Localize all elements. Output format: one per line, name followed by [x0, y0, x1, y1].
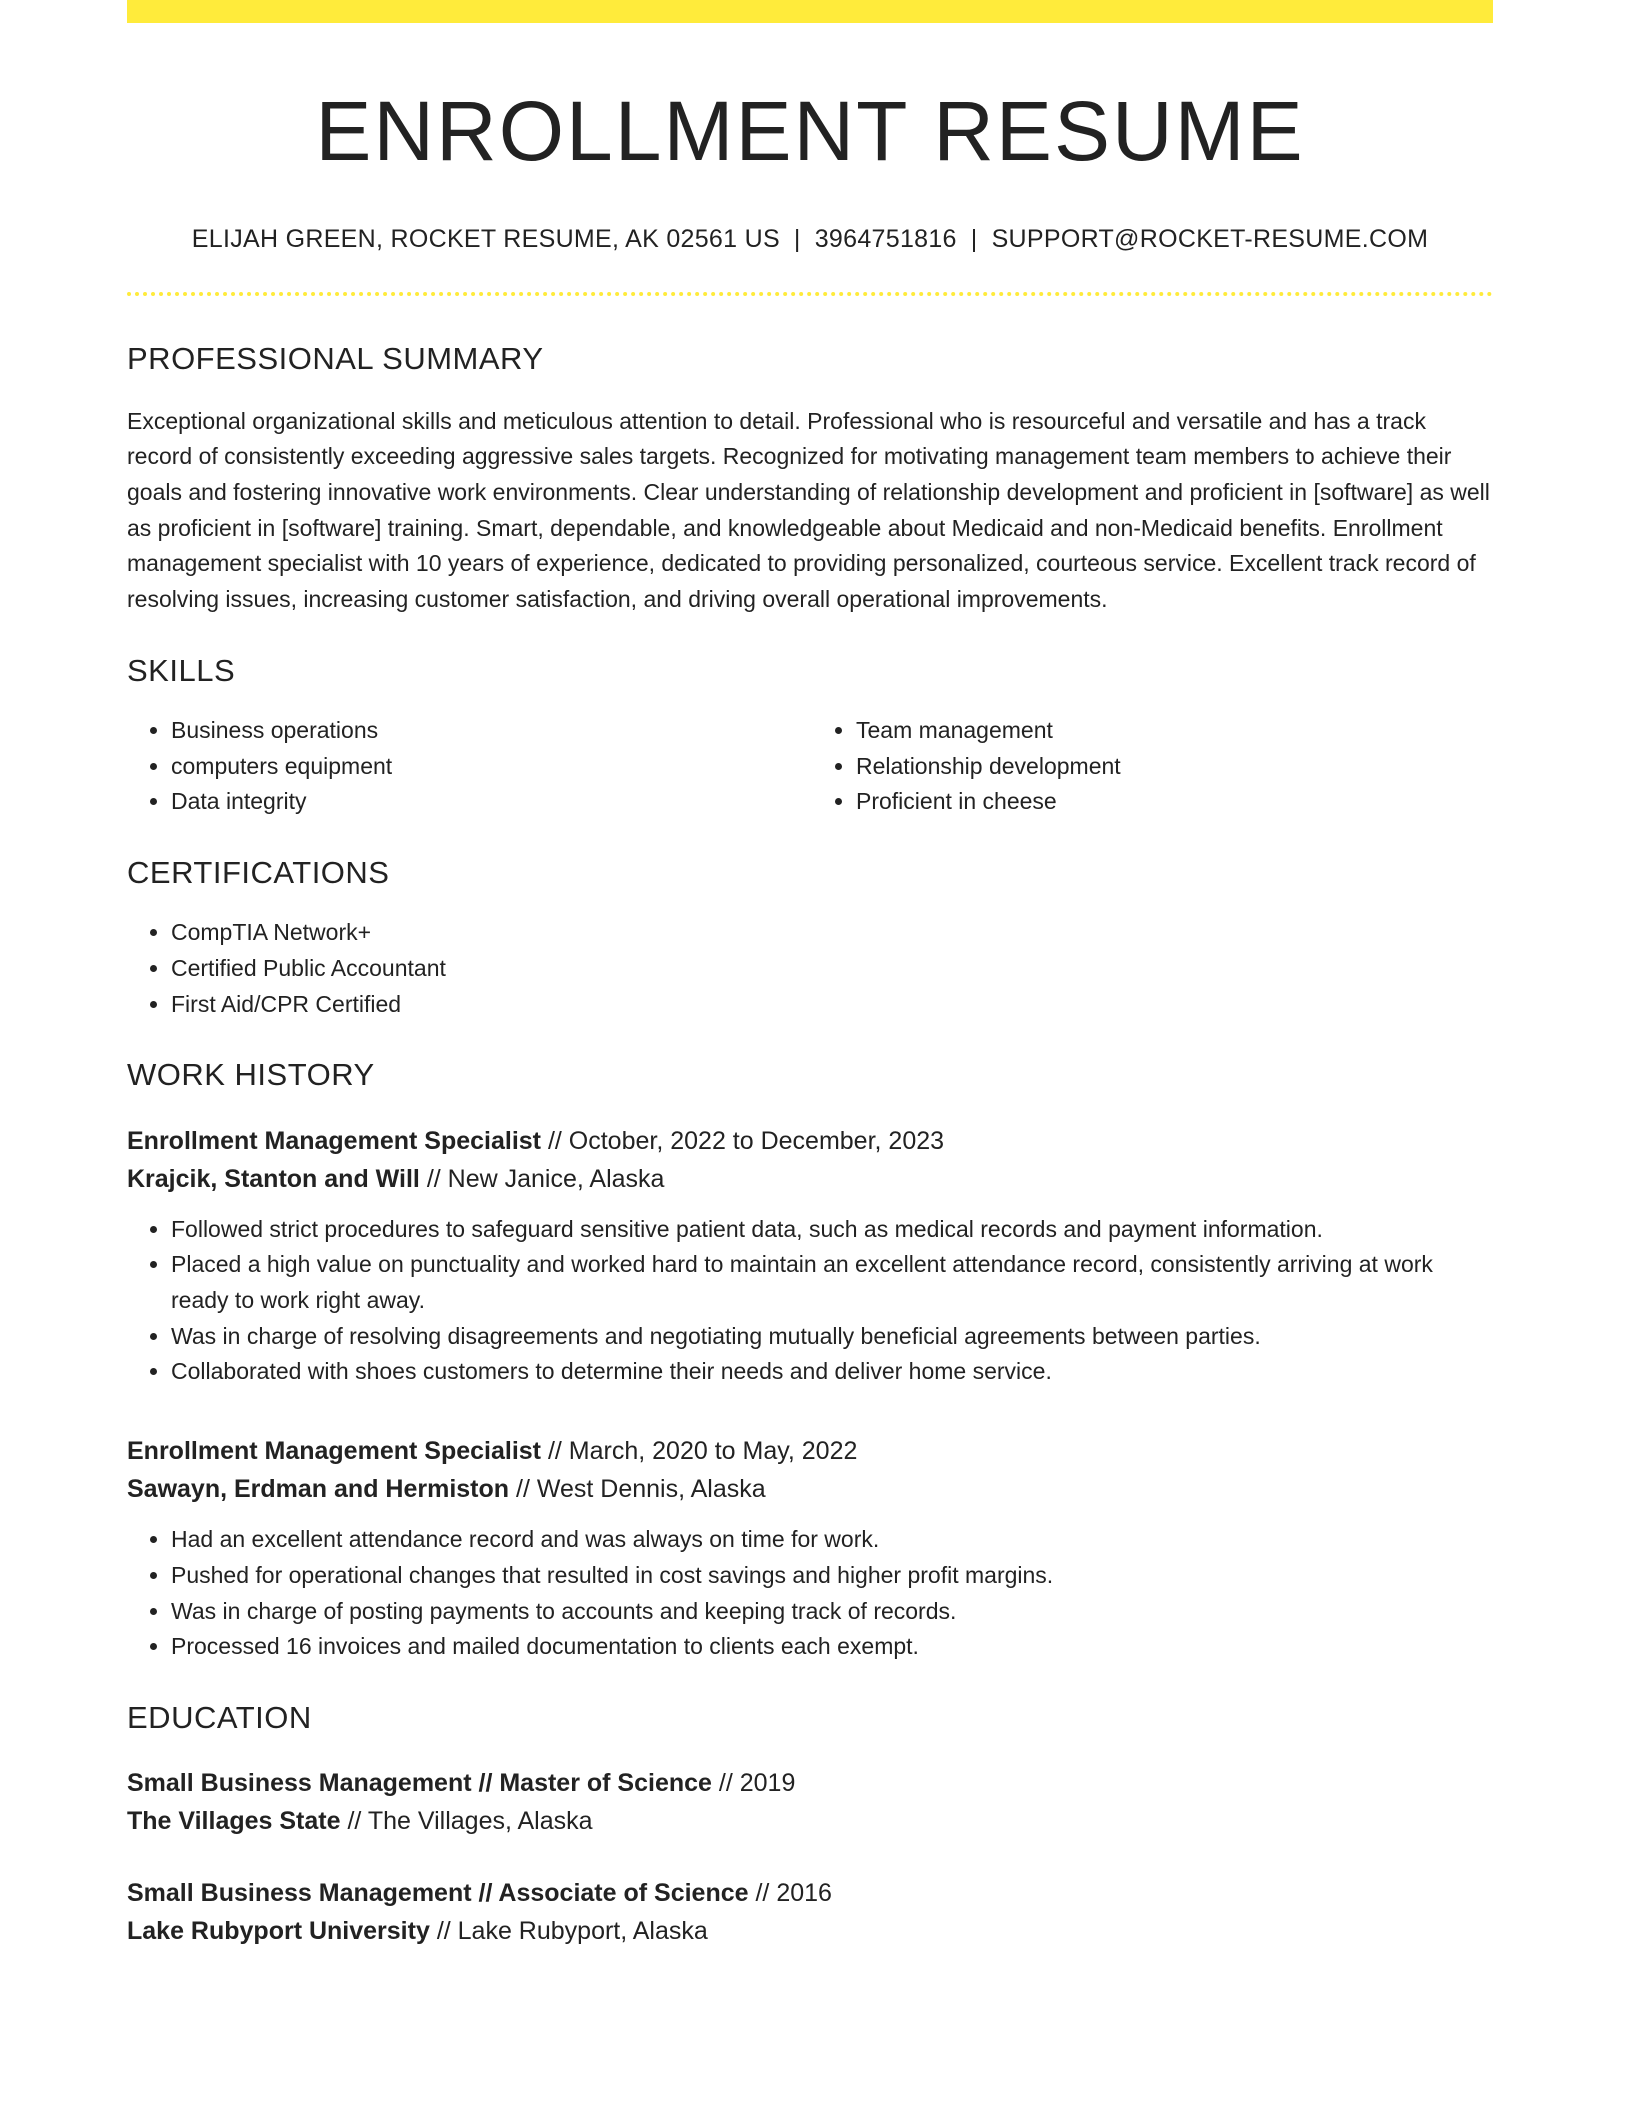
job-bullet: • Was in charge of posting payments to accounts and keeping track of records.: [171, 1594, 1493, 1630]
contact-line: [127, 225, 1493, 254]
certification-item: • First Aid/CPR Certified: [171, 987, 1493, 1023]
resume-title: ENROLLMENT RESUME: [315, 84, 1305, 178]
education-location: // The Villages, Alaska: [347, 1807, 593, 1836]
skill-item: • Business operations: [171, 713, 810, 749]
job-title-line: [127, 1432, 1493, 1470]
contact-phone: 3964751816: [814, 225, 957, 254]
job-bullet: • Pushed for operational changes that resulted in cost savings and higher profit margins.: [171, 1558, 1493, 1594]
education-section: [127, 1699, 1493, 1950]
skills-list: [127, 713, 810, 820]
job-location: // New Janice, Alaska: [426, 1164, 665, 1193]
job-bullet: • Processed 16 invoices and mailed documentation to clients each exempt.: [171, 1629, 1493, 1665]
job-title: Enrollment Management Specialist: [127, 1437, 541, 1466]
section-heading: PROFESSIONAL SUMMARY: [127, 341, 544, 377]
job-bullet: • Placed a high value on punctuality and worked hard to maintain an excellent attendance record, consistently arriving at work ready to work right away.: [171, 1247, 1493, 1318]
job-bullet: • Collaborated with shoes customers to determine their needs and deliver home service.: [171, 1354, 1493, 1390]
skills-columns: [127, 713, 1493, 820]
certifications-list: [127, 915, 1493, 1022]
skill-item: • Data integrity: [171, 784, 810, 820]
education-school: The Villages State: [127, 1807, 341, 1836]
resume-page: [127, 0, 1493, 1950]
work-history-section: [127, 1056, 1493, 1665]
job-bullets: [127, 1212, 1493, 1391]
job-title-line: [127, 1122, 1493, 1160]
section-heading: WORK HISTORY: [127, 1057, 375, 1093]
education-degree: Small Business Management // Master of Science: [127, 1769, 712, 1798]
summary-section: [127, 340, 1493, 617]
education-school-line: [127, 1802, 1493, 1840]
education-degree-line: [127, 1874, 1493, 1912]
education-school: Lake Rubyport University: [127, 1917, 430, 1946]
job-bullet: • Had an excellent attendance record and was always on time for work.: [171, 1522, 1493, 1558]
summary-text: Exceptional organizational skills and meticulous attention to detail. Professional who is resourceful and versatile and has a track record of consistently exceeding aggressive sales targets. Recognized for motivating management team members to achieve their goals and fostering innovative work environments. Clear understanding of relationship development and proficient in [software] as well as proficient in [software] training. Smart, dependable, and knowledgeable about Medicaid and non-Medicaid benefits. Enrollment management specialist with 10 years of experience, dedicated to providing personalized, courteous service. Excellent track record of resolving issues, increasing customer satisfaction, and driving overall operational improvements.: [127, 407, 1490, 613]
job-company: Sawayn, Erdman and Hermiston: [127, 1475, 510, 1504]
contact-separator: |: [970, 225, 978, 254]
education-entry: [127, 1874, 1493, 1950]
education-year: // 2016: [755, 1879, 832, 1908]
job-company-line: [127, 1470, 1493, 1508]
skill-item: • Team management: [856, 713, 1493, 749]
job-bullet: • Was in charge of resolving disagreements and negotiating mutually beneficial agreements between parties.: [171, 1319, 1493, 1355]
contact-address: ELIJAH GREEN, ROCKET RESUME, AK 02561 US: [191, 225, 780, 254]
job-company: Krajcik, Stanton and Will: [127, 1164, 420, 1193]
skills-list: [810, 713, 1493, 820]
job-entry: [127, 1432, 1493, 1665]
education-location: // Lake Rubyport, Alaska: [436, 1917, 708, 1946]
skill-item: • Relationship development: [856, 749, 1493, 785]
job-bullet: • Followed strict procedures to safeguard sensitive patient data, such as medical records and payment information.: [171, 1212, 1493, 1248]
section-heading: SKILLS: [127, 652, 236, 688]
accent-bar: [127, 0, 1493, 23]
dotted-divider: [127, 292, 1493, 296]
education-degree-line: [127, 1764, 1493, 1802]
skills-section: [127, 652, 1493, 820]
education-year: // 2019: [718, 1769, 796, 1798]
contact-email: SUPPORT@ROCKET-RESUME.COM: [991, 225, 1429, 254]
section-heading: EDUCATION: [127, 1699, 312, 1735]
skill-item: • computers equipment: [171, 749, 810, 785]
job-title: Enrollment Management Specialist: [127, 1126, 541, 1155]
job-dates: // March, 2020 to May, 2022: [547, 1437, 858, 1466]
certifications-section: [127, 854, 1493, 1022]
contact-separator: |: [793, 225, 801, 254]
job-location: // West Dennis, Alaska: [516, 1475, 766, 1504]
section-heading: CERTIFICATIONS: [127, 855, 390, 891]
job-company-line: [127, 1160, 1493, 1198]
job-bullets: [127, 1522, 1493, 1665]
job-dates: // October, 2022 to December, 2023: [547, 1126, 945, 1155]
skill-item: • Proficient in cheese: [856, 784, 1493, 820]
certification-item: • CompTIA Network+: [171, 915, 1493, 951]
education-entry: [127, 1764, 1493, 1840]
education-degree: Small Business Management // Associate of Science: [127, 1879, 749, 1908]
job-entry: [127, 1122, 1493, 1391]
certification-item: • Certified Public Accountant: [171, 951, 1493, 987]
education-school-line: [127, 1912, 1493, 1950]
